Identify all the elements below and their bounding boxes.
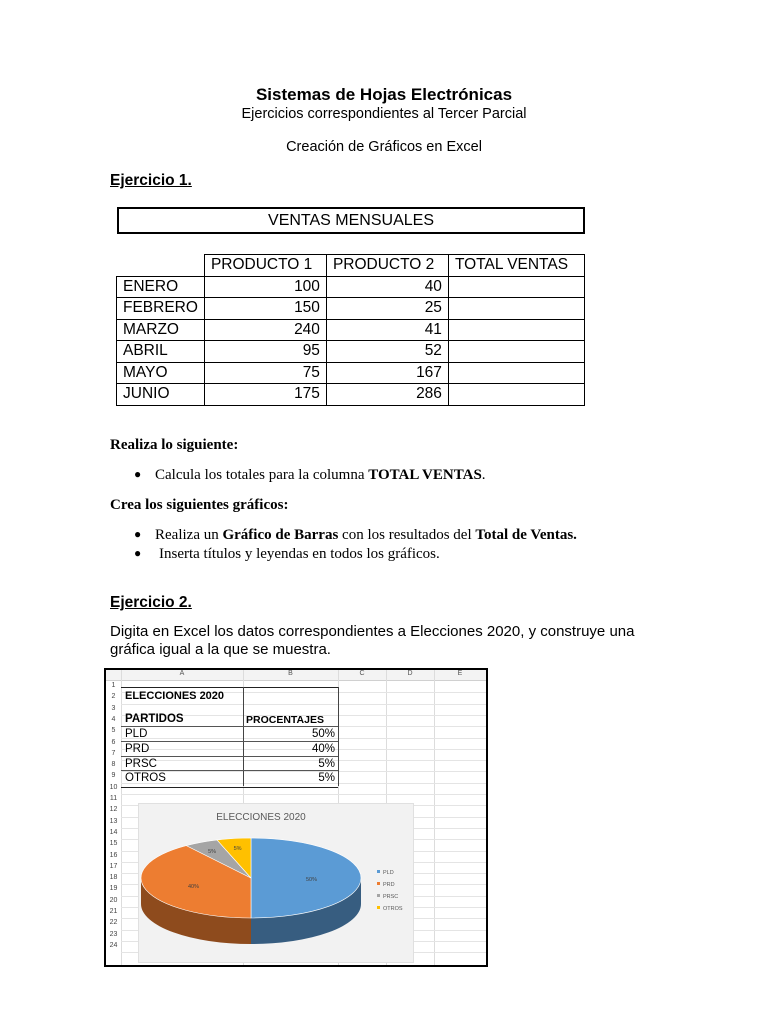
table-row: [117, 341, 585, 363]
row-number: 16: [109, 851, 118, 859]
row-number: 10: [109, 783, 118, 791]
data-label: 5%: [208, 849, 217, 856]
ventas-table: [116, 254, 585, 406]
col-header-total: TOTAL VENTAS: [448, 255, 584, 277]
p1-cell: 95: [204, 341, 326, 363]
data-label: 5%: [233, 846, 242, 853]
crea-heading: Crea los siguientes gráficos:: [110, 497, 289, 513]
month-cell: MAYO: [117, 362, 205, 384]
legend-swatch-prd: [377, 882, 380, 885]
section-title: Creación de Gráficos en Excel: [286, 139, 482, 155]
cell-party: PLD: [125, 728, 148, 740]
p2-cell: 52: [326, 341, 448, 363]
ventas-table-title: VENTAS MENSUALES: [117, 207, 585, 234]
total-cell: [448, 298, 584, 320]
ejercicio-2-heading: Ejercicio 2.: [110, 594, 192, 611]
page-subtitle: Ejercicios correspondientes al Tercer Parcial: [241, 106, 527, 122]
p2-cell: 167: [326, 362, 448, 384]
table-header-row: [117, 255, 585, 277]
month-cell: JUNIO: [117, 384, 205, 406]
row-number: 5: [111, 727, 116, 735]
row-number: 12: [109, 806, 118, 814]
cell-a3: PARTIDOS: [125, 713, 184, 725]
p1-cell: 175: [204, 384, 326, 406]
data-label: 40%: [187, 883, 199, 890]
legend-item-prd: PRD: [383, 882, 395, 888]
legend-item-pld: PLD: [383, 870, 394, 876]
row-number: 24: [109, 941, 118, 949]
chart-title: ELECCIONES 2020: [216, 812, 306, 823]
row-number: 1: [111, 682, 116, 689]
table-row: [117, 298, 585, 320]
row-number: 2: [111, 693, 116, 701]
bullet-dot-icon: ●: [134, 546, 142, 560]
cell-a1: ELECCIONES 2020: [125, 690, 225, 702]
legend-swatch-otros: [377, 906, 380, 909]
total-cell: [448, 276, 584, 298]
cell-party: PRD: [125, 743, 150, 755]
ejercicio-1-heading: Ejercicio 1.: [110, 172, 192, 189]
row-number: 19: [109, 885, 118, 893]
row-number: 6: [111, 738, 116, 746]
legend-swatch-pld: [377, 870, 380, 873]
instructions-line2: gráfica igual a la que se muestra.: [110, 641, 331, 658]
row-number: 13: [109, 817, 118, 825]
col-header-c: C: [338, 670, 386, 681]
month-cell: ABRIL: [117, 341, 205, 363]
total-cell: [448, 384, 584, 406]
row-number: 18: [109, 874, 118, 882]
page-title: Sistemas de Hojas Electrónicas: [255, 85, 513, 104]
col-header-producto2: PRODUCTO 2: [326, 255, 448, 277]
row-number: 21: [109, 908, 118, 915]
col-header-d: D: [386, 670, 434, 681]
col-header-producto1: PRODUCTO 1: [204, 255, 326, 277]
legend-item-otros: OTROS: [383, 906, 403, 912]
legend-item-prsc: PRSC: [383, 894, 399, 900]
table-row: [117, 276, 585, 298]
p2-cell: 25: [326, 298, 448, 320]
row-number: 9: [111, 772, 116, 780]
p2-cell: 286: [326, 384, 448, 406]
pie-chart-svg: [139, 804, 413, 962]
row-number: 14: [109, 828, 118, 836]
p1-cell: 150: [204, 298, 326, 320]
bullet-dot-icon: ●: [134, 467, 142, 481]
row-number: 11: [109, 795, 118, 802]
total-cell: [448, 341, 584, 363]
month-cell: MARZO: [117, 319, 205, 341]
p2-cell: 40: [326, 276, 448, 298]
row-number: 15: [109, 840, 118, 848]
row-number: 17: [109, 862, 118, 870]
cell-party: PRSC: [125, 758, 157, 770]
total-cell: [448, 319, 584, 341]
month-cell: ENERO: [117, 276, 205, 298]
p1-cell: 100: [204, 276, 326, 298]
cell-pct: 40%: [311, 743, 335, 755]
legend-swatch-prsc: [377, 894, 380, 897]
month-cell: FEBRERO: [117, 298, 205, 320]
p1-cell: 75: [204, 362, 326, 384]
cell-b3: PROCENTAJES: [246, 714, 324, 726]
row-number: 20: [109, 896, 118, 904]
total-cell: [448, 362, 584, 384]
col-header-b: B: [243, 670, 338, 681]
bullet-dot-icon: ●: [134, 527, 142, 541]
data-label: 50%: [305, 877, 318, 883]
excel-screenshot: [104, 668, 488, 967]
instructions-line1: Digita en Excel los datos correspondientes a Elecciones 2020, y construye una: [110, 623, 635, 640]
realiza-heading: Realiza lo siguiente:: [110, 437, 239, 453]
p1-cell: 240: [204, 319, 326, 341]
row-number: 4: [111, 715, 116, 723]
table-row: [117, 362, 585, 384]
cell-pct: 5%: [318, 758, 335, 770]
row-number: 7: [111, 749, 116, 757]
row-number: 3: [111, 704, 116, 712]
col-header-a: A: [121, 670, 243, 681]
table-row: [117, 384, 585, 406]
row-number: 8: [111, 761, 116, 769]
cell-party: OTROS: [125, 772, 166, 784]
row-number: 22: [109, 919, 118, 927]
cell-pct: 50%: [311, 728, 335, 740]
table-row: [117, 319, 585, 341]
cell-pct: 5%: [318, 772, 335, 784]
pie-chart[interactable]: [138, 803, 414, 963]
p2-cell: 41: [326, 319, 448, 341]
col-header-e: E: [434, 670, 486, 681]
row-number: 23: [109, 930, 118, 938]
